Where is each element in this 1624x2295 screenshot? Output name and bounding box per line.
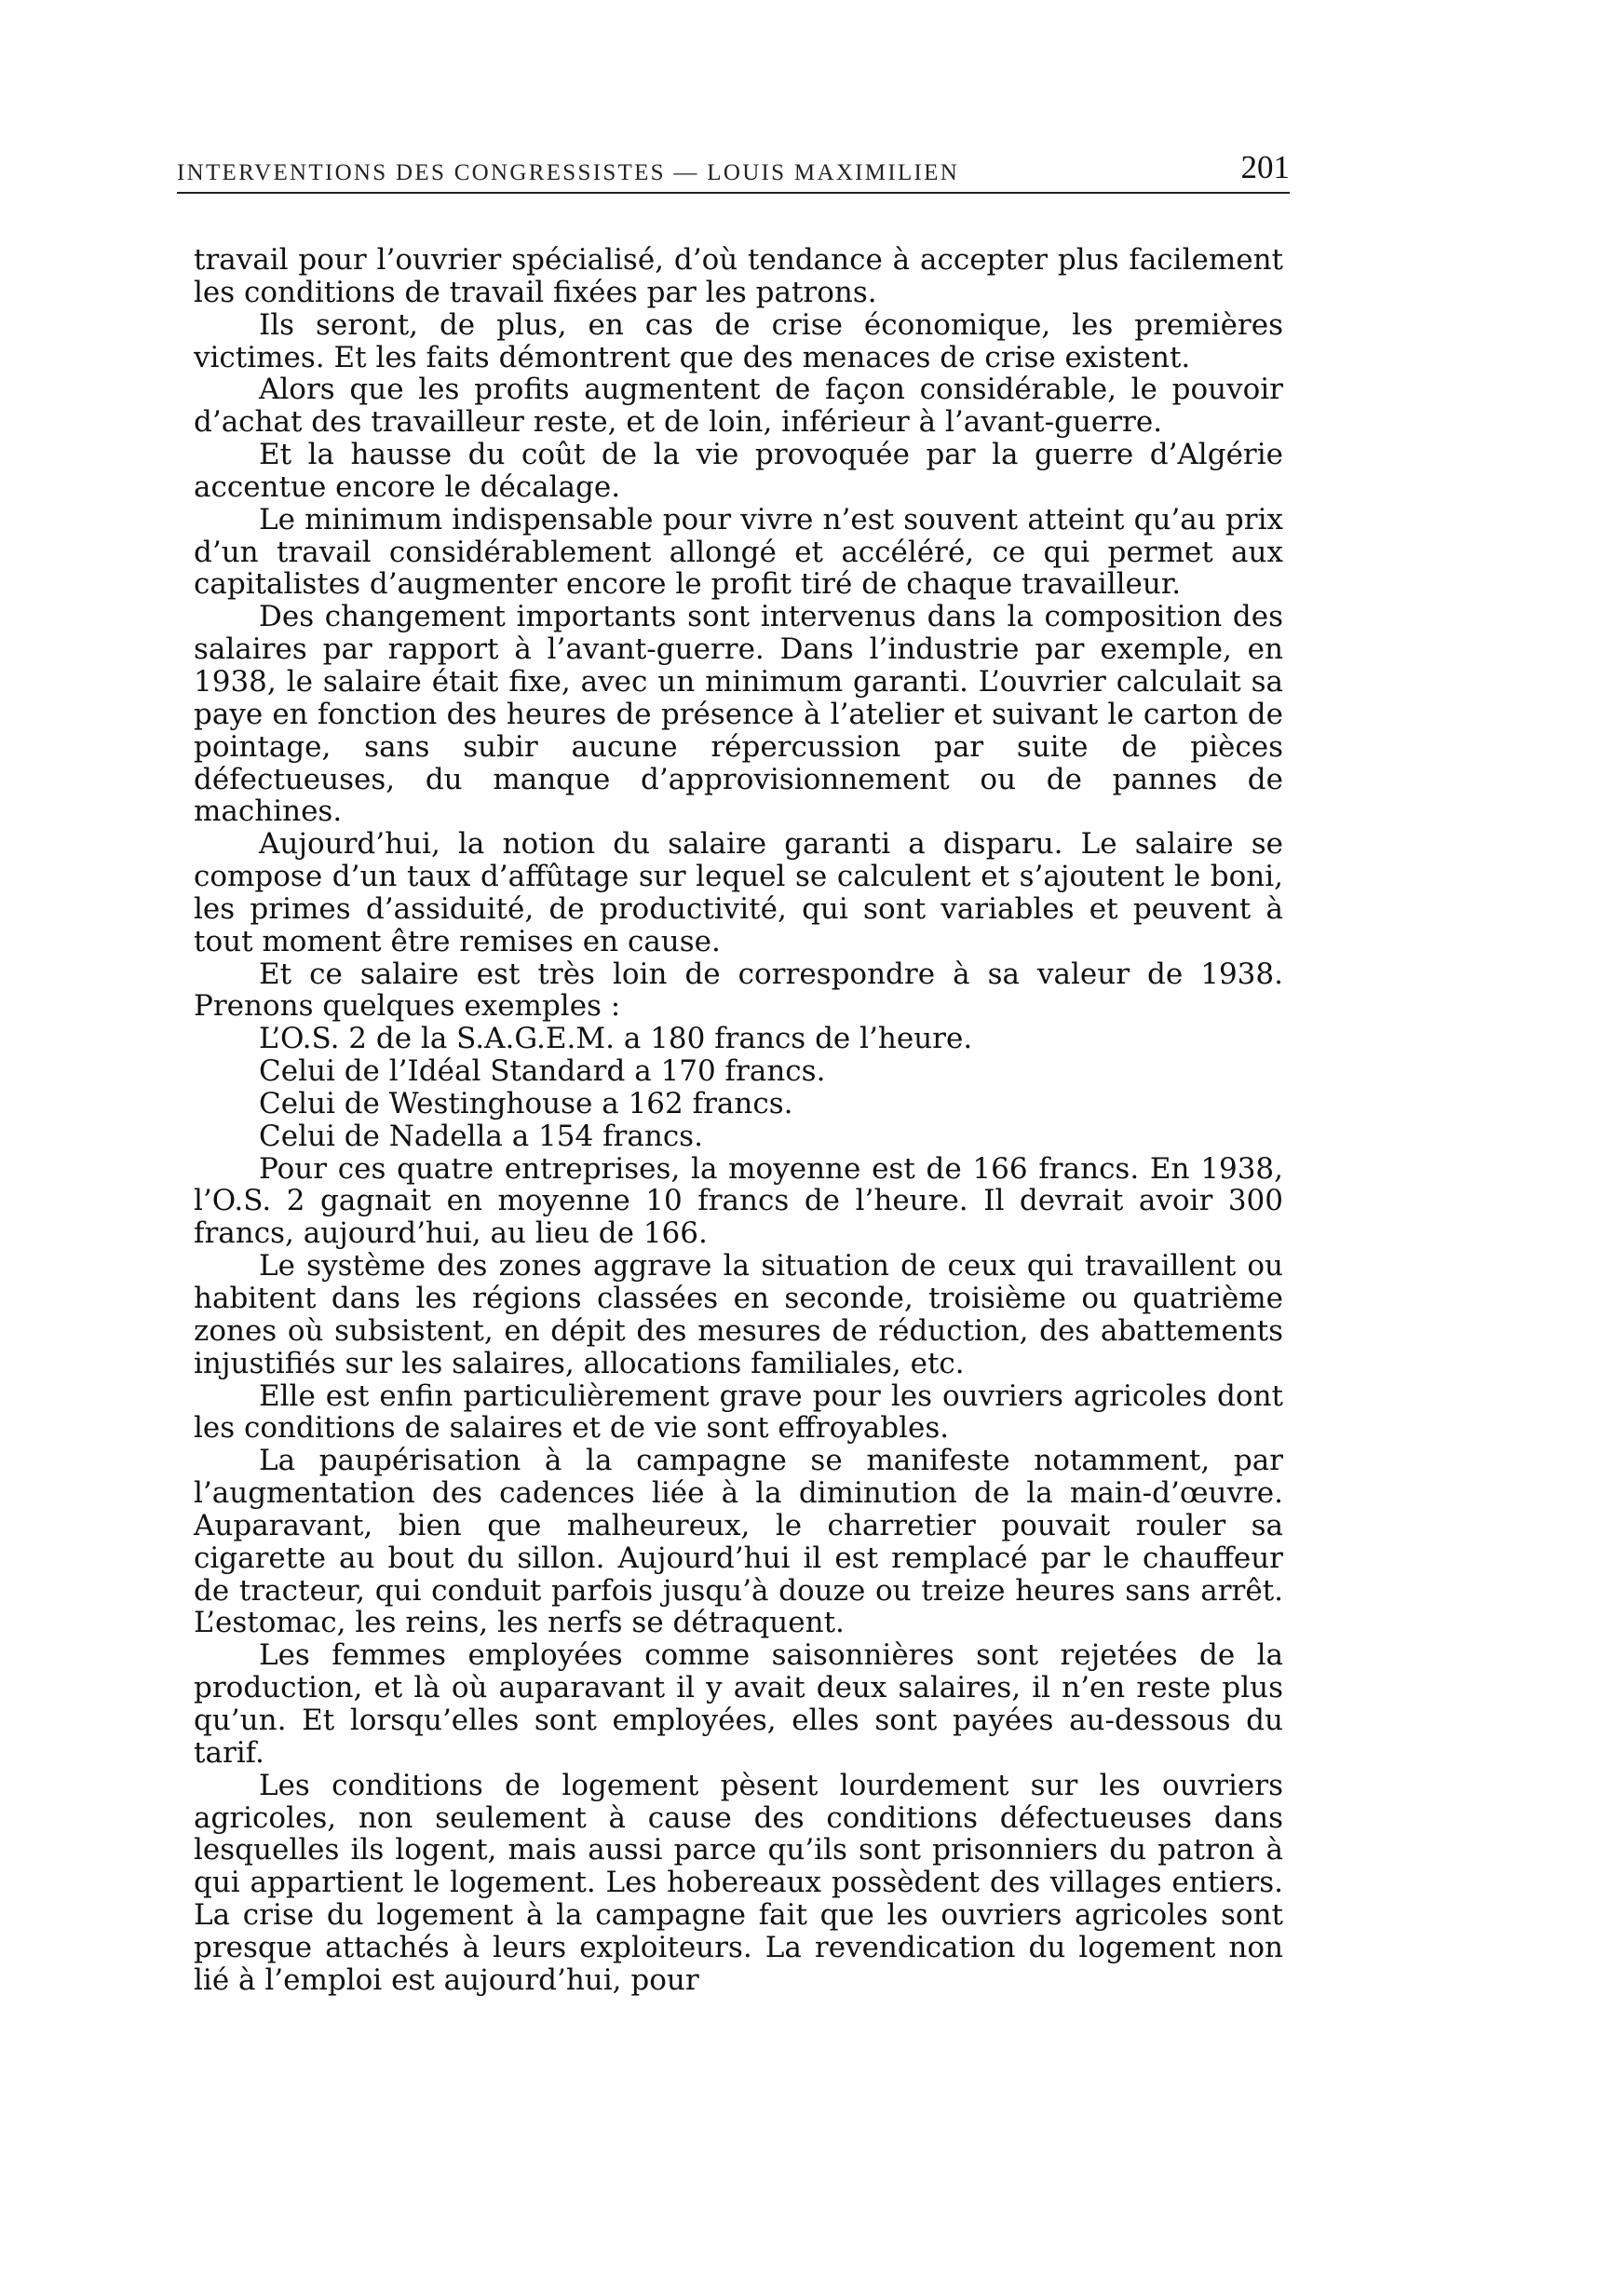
paragraph: La paupérisation à la campagne se manifeste notamment, par l’augmentation des cadences liée à la diminution de la main-d’œuvre. Auparavant, bien que malheureux, le charretier pouvait rouler sa cigarette au bout du sillon. Aujourd’hui il est remplacé par le chauffeur de tracteur, qui conduit parfois jusqu’à douze ou treize heures sans arrêt. L’estomac, les reins, les nerfs se détraquent. bbox=[194, 1444, 1283, 1640]
paragraph: Et la hausse du coût de la vie provoquée par la guerre d’Algérie accentue encore le décalage. bbox=[194, 438, 1283, 504]
paragraph: Alors que les profits augmentent de façon considérable, le pouvoir d’achat des travailleur reste, et de loin, inférieur à l’avant-guerre. bbox=[194, 373, 1283, 440]
running-title: INTERVENTIONS DES CONGRESSISTES — LOUIS MAXIMILIEN bbox=[177, 160, 960, 185]
paragraph: Les conditions de logement pèsent lourdement sur les ouvriers agricoles, non seulement à cause des conditions défectueuses dans lesquelles ils logent, mais aussi parce qu’ils sont prisonniers du patron à qui appartient le logement. Les hobereaux possèdent des villages entiers. La crise du logement à la campagne fait que les ouvriers agricoles sont presque attachés à leurs exploiteurs. La revendication du logement non lié à l’emploi est aujourd’hui, pour bbox=[194, 1768, 1283, 1997]
example-line: L’O.S. 2 de la S.A.G.E.M. a 180 francs de l’heure. bbox=[259, 1022, 973, 1056]
paragraph: Ils seront, de plus, en cas de crise économique, les premières victimes. Et les faits démontrent que des menaces de crise existent. bbox=[194, 307, 1283, 374]
page-number: 201 bbox=[1240, 149, 1290, 185]
paragraph: Pour ces quatre entreprises, la moyenne est de 166 francs. En 1938, l’O.S. 2 gagnait en moyenne 10 francs de l’heure. Il devrait avoir 300 francs, aujourd’hui, au lieu de 166. bbox=[194, 1151, 1283, 1251]
paragraph: Des changement importants sont intervenus dans la composition des salaires par rapport à l’avant-guerre. Dans l’industrie par exemple, en 1938, le salaire était fixe, avec un minimum garanti. L’ouvrier calculait sa paye en fonction des heures de présence à l’atelier et suivant le carton de pointage, sans subir aucune répercussion par suite de pièces défectueuses, du manque d’approvisionnement ou de pannes de machines. bbox=[194, 600, 1283, 829]
paragraph: Elle est enfin particulièrement grave pour les ouvriers agricoles dont les conditions de salaires et de vie sont effroyables. bbox=[194, 1378, 1283, 1446]
paragraph: Et ce salaire est très loin de correspondre à sa valeur de 1938. Prenons quelques exemples : bbox=[194, 957, 1283, 1024]
paragraph: Les femmes employées comme saisonnières sont rejetées de la production, et là où auparavant il y avait deux salaires, il n’en reste plus qu’un. Et lorsqu’elles sont employées, elles sont payées au-dessous du tarif. bbox=[194, 1638, 1283, 1770]
example-line: Celui de Nadella a 154 francs. bbox=[259, 1119, 703, 1153]
paragraph: travail pour l’ouvrier spécialisé, d’où tendance à accepter plus facilement les conditions de travail fixées par les patrons. bbox=[194, 243, 1283, 309]
example-line: Celui de Westinghouse a 162 francs. bbox=[259, 1086, 793, 1120]
example-line: Celui de l’Idéal Standard a 170 francs. bbox=[259, 1054, 826, 1089]
paragraph: Le système des zones aggrave la situation de ceux qui travaillent ou habitent dans les régions classées en seconde, troisième ou quatrième zones où subsistent, en dépit des mesures de réduction, des abattements injustifiés sur les salaires, allocations familiales, etc. bbox=[194, 1249, 1283, 1380]
paragraph: Le minimum indispensable pour vivre n’est souvent atteint qu’au prix d’un travail considérablement allongé et accéléré, ce qui permet aux capitalistes d’augmenter encore le profit tiré de chaque travailleur. bbox=[194, 502, 1283, 602]
paragraph: Aujourd’hui, la notion du salaire garanti a disparu. Le salaire se compose d’un taux d’affûtage sur lequel se calculent et s’ajoutent le boni, les primes d’assiduité, de productivité, qui sont variables et peuvent à tout moment être remises en cause. bbox=[194, 827, 1283, 958]
page-header bbox=[177, 149, 1290, 194]
body-text bbox=[194, 244, 1283, 2247]
